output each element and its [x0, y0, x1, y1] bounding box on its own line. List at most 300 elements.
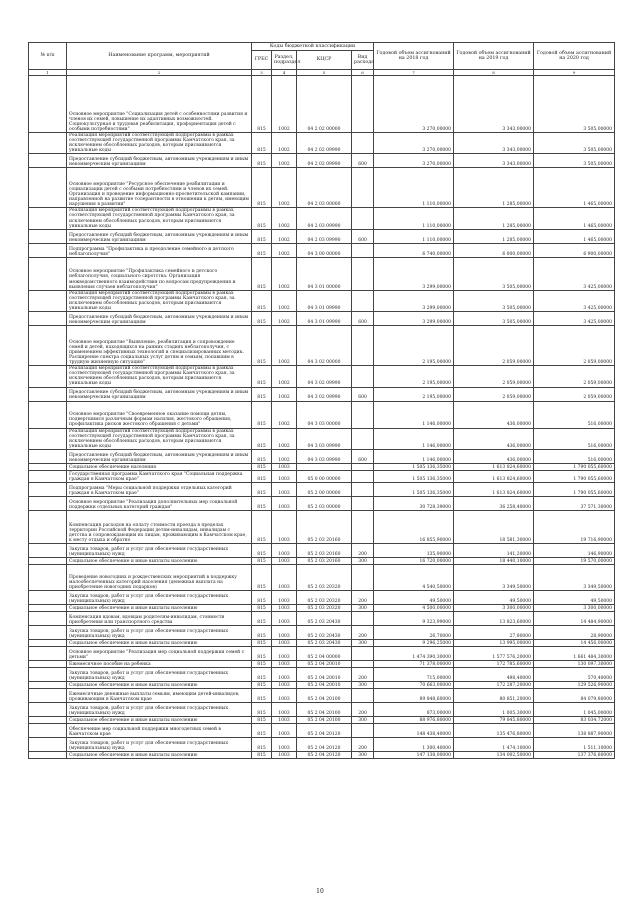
table-row — [29, 737, 615, 751]
row-section: 1003 — [272, 557, 297, 564]
row-section: 1003 — [272, 510, 297, 543]
row-number — [29, 737, 67, 751]
row-section: 1003 — [272, 702, 297, 716]
row-amount-2019: 13 823,60000 — [454, 611, 534, 625]
table-row — [29, 168, 615, 208]
row-csr — [297, 463, 352, 470]
row-section: 1002 — [272, 428, 297, 449]
row-amount-2019: 3 505,00000 — [454, 312, 534, 326]
row-amount-2019: 134 002,50000 — [454, 751, 534, 758]
row-grbs: 815 — [252, 646, 272, 660]
row-amount-2020: 1 790 055,60000 — [534, 463, 615, 470]
row-number — [29, 604, 67, 611]
row-name: Основное мероприятие "Реализация мер социальной поддержки семей с детьми" — [67, 646, 252, 660]
row-number — [29, 470, 67, 482]
row-number — [29, 463, 67, 470]
row-expense-type — [352, 611, 374, 625]
row-section: 1003 — [272, 470, 297, 482]
row-amount-2019: 141,20000 — [454, 543, 534, 557]
row-number — [29, 543, 67, 557]
row-expense-type: 200 — [352, 590, 374, 604]
row-grbs: 815 — [252, 667, 272, 681]
row-grbs: 815 — [252, 290, 272, 311]
row-number — [29, 76, 67, 133]
row-amount-2020: 1 790 055,60000 — [534, 482, 615, 496]
row-amount-2018: 2 195,00000 — [374, 387, 454, 401]
row-amount-2020: 14 456,00000 — [534, 639, 615, 646]
row-amount-2018: 30 728,39000 — [374, 496, 454, 510]
row-number — [29, 510, 67, 543]
row-name: Реализация мероприятий соответствующей подпрограммы в рамках соответствующей государственной программы Камчатского края, за исключением обособленных расходов, которым присваиваются уникальные коды — [67, 290, 252, 311]
row-amount-2020: 3 425,00000 — [534, 312, 615, 326]
row-number — [29, 716, 67, 723]
row-number — [29, 208, 67, 229]
row-number — [29, 751, 67, 758]
row-section: 1002 — [272, 133, 297, 154]
row-number — [29, 702, 67, 716]
row-csr: 04 2 02 09990 — [297, 154, 352, 168]
row-amount-2018: 71 378,00000 — [374, 660, 454, 667]
table-row — [29, 702, 615, 716]
row-number — [29, 449, 67, 463]
row-amount-2019: 3 505,00000 — [454, 257, 534, 290]
row-csr: 04 3 02 00000 — [297, 326, 352, 366]
row-amount-2019: 1 474,10000 — [454, 737, 534, 751]
row-grbs: 815 — [252, 449, 272, 463]
row-amount-2020: 2 059,00000 — [534, 366, 615, 387]
row-section: 1003 — [272, 625, 297, 639]
row-amount-2018: 2 195,00000 — [374, 326, 454, 366]
row-amount-2018: 89 848,60000 — [374, 688, 454, 702]
header-2019: Годовой объем ассигнований на 2019 год — [454, 43, 534, 70]
table-row — [29, 646, 615, 660]
row-grbs: 815 — [252, 625, 272, 639]
row-name: Основное мероприятие "Социализация детей с особенностями развития и членов их семей, повышение их адаптивных возможностей. Социокультурная и трудовая реабилитация, профориентация детей с особыми потребностями" — [67, 76, 252, 133]
row-amount-2018: 3 270,00000 — [374, 76, 454, 133]
row-amount-2018: 6 740,00000 — [374, 243, 454, 257]
row-section: 1002 — [272, 366, 297, 387]
row-amount-2018: 2 195,00000 — [374, 366, 454, 387]
row-amount-2020: 37 571,30000 — [534, 496, 615, 510]
row-grbs: 815 — [252, 463, 272, 470]
header-csr: КЦСР — [297, 51, 352, 70]
row-grbs: 815 — [252, 401, 272, 428]
row-grbs: 815 — [252, 496, 272, 510]
row-csr: 05 2 04 20120 — [297, 723, 352, 737]
row-csr: 04 3 02 09990 — [297, 387, 352, 401]
row-number — [29, 564, 67, 590]
row-grbs: 815 — [252, 428, 272, 449]
row-section: 1003 — [272, 737, 297, 751]
row-amount-2020: 137 376,80000 — [534, 751, 615, 758]
table-body — [29, 76, 615, 759]
row-section: 1002 — [272, 76, 297, 133]
row-csr: 05 2 03 20160 — [297, 543, 352, 557]
table-row — [29, 449, 615, 463]
row-amount-2018: 3 270,00000 — [374, 133, 454, 154]
table-row — [29, 723, 615, 737]
row-section: 1002 — [272, 449, 297, 463]
row-grbs: 815 — [252, 312, 272, 326]
row-expense-type — [352, 646, 374, 660]
row-expense-type — [352, 463, 374, 470]
row-number — [29, 723, 67, 737]
row-amount-2018: 1 146,00000 — [374, 401, 454, 428]
row-name: Закупка товаров, работ и услуг для обеспечения государственных (муниципальных) нужд — [67, 702, 252, 716]
row-number — [29, 667, 67, 681]
row-amount-2019: 79 845,80000 — [454, 716, 534, 723]
row-amount-2019: 2 059,00000 — [454, 366, 534, 387]
row-grbs: 815 — [252, 723, 272, 737]
row-amount-2020: 84 079,80000 — [534, 688, 615, 702]
row-section: 1003 — [272, 496, 297, 510]
table-row — [29, 660, 615, 667]
row-amount-2020: 3 505,00000 — [534, 133, 615, 154]
row-amount-2019: 436,00000 — [454, 401, 534, 428]
row-grbs: 815 — [252, 366, 272, 387]
row-section: 1003 — [272, 723, 297, 737]
row-expense-type — [352, 290, 374, 311]
row-amount-2019: 135 476,80000 — [454, 723, 534, 737]
row-csr: 05 2 04 20010 — [297, 681, 352, 688]
column-number: 1 — [29, 70, 67, 76]
row-expense-type — [352, 208, 374, 229]
row-name: Проведение новогодних и рождественских мероприятий в поддержку малообеспеченных категорий населения (денежная выплата на приобретение новогодних подарков) — [67, 564, 252, 590]
row-number — [29, 625, 67, 639]
row-amount-2020: 1 465,00000 — [534, 168, 615, 208]
row-csr: 05 2 03 20430 — [297, 611, 352, 625]
table-row — [29, 133, 615, 154]
row-csr: 05 2 04 20100 — [297, 702, 352, 716]
row-amount-2020: 1 661 484,30000 — [534, 646, 615, 660]
row-name: Социальное обеспечение населения — [67, 463, 252, 470]
row-grbs: 815 — [252, 716, 272, 723]
row-amount-2018: 3 270,00000 — [374, 154, 454, 168]
row-name: Закупка товаров, работ и услуг для обеспечения государственных (муниципальных) нужд — [67, 737, 252, 751]
row-section: 1003 — [272, 681, 297, 688]
row-section: 1002 — [272, 168, 297, 208]
row-amount-2019: 1 577 576,20000 — [454, 646, 534, 660]
row-csr: 04 3 01 00000 — [297, 257, 352, 290]
row-amount-2018: 1 110,00000 — [374, 229, 454, 243]
row-expense-type — [352, 257, 374, 290]
row-amount-2019: 3 505,00000 — [454, 290, 534, 311]
row-csr: 04 3 03 09990 — [297, 449, 352, 463]
row-name: Предоставление субсидий бюджетным, автономным учреждениям и иным некоммерческим организациям — [67, 154, 252, 168]
row-amount-2019: 1 613 824,60000 — [454, 463, 534, 470]
row-amount-2019: 36 258,40000 — [454, 496, 534, 510]
row-grbs: 815 — [252, 688, 272, 702]
row-section: 1002 — [272, 229, 297, 243]
row-amount-2018: 1 505 136,35000 — [374, 482, 454, 496]
row-csr: 04 3 02 09990 — [297, 366, 352, 387]
row-expense-type: 200 — [352, 543, 374, 557]
row-section: 1003 — [272, 639, 297, 646]
row-number — [29, 611, 67, 625]
row-section: 1002 — [272, 257, 297, 290]
row-expense-type — [352, 326, 374, 366]
table-row — [29, 387, 615, 401]
row-number — [29, 482, 67, 496]
row-name: Реализация мероприятий соответствующей подпрограммы в рамках соответствующей государственной программы Камчатского края, за исключением обособленных расходов, которым присваиваются уникальные коды — [67, 428, 252, 449]
table-row — [29, 496, 615, 510]
row-amount-2019: 1 613 824,60000 — [454, 470, 534, 482]
row-amount-2020: 1 045,00000 — [534, 702, 615, 716]
row-expense-type — [352, 723, 374, 737]
row-grbs: 815 — [252, 557, 272, 564]
row-name: Подпрограмма "Профилактика и преодоление семейного и детского неблагополучия" — [67, 243, 252, 257]
row-amount-2018: 1 146,00000 — [374, 428, 454, 449]
row-expense-type: 300 — [352, 639, 374, 646]
row-name: Закупка товаров, работ и услуг для обеспечения государственных (муниципальных) нужд — [67, 590, 252, 604]
header-number: № п/п — [29, 43, 67, 70]
row-amount-2018: 3 299,00000 — [374, 290, 454, 311]
row-csr: 05 2 04 20120 — [297, 751, 352, 758]
header-budget-codes: Коды бюджетной классификации — [252, 43, 374, 51]
row-grbs: 815 — [252, 737, 272, 751]
row-number — [29, 639, 67, 646]
row-name: Предоставление субсидий бюджетным, автономным учреждениям и иным некоммерческим организациям — [67, 312, 252, 326]
table-row — [29, 543, 615, 557]
row-amount-2018: 135,90000 — [374, 543, 454, 557]
row-number — [29, 688, 67, 702]
row-expense-type — [352, 688, 374, 702]
row-amount-2018: 147 138,00000 — [374, 751, 454, 758]
header-name: Наименование программ, мероприятий — [67, 43, 252, 70]
table-row — [29, 557, 615, 564]
column-number: 3 — [252, 70, 272, 76]
row-section: 1002 — [272, 243, 297, 257]
row-amount-2019: 6 000,00000 — [454, 243, 534, 257]
table-row — [29, 716, 615, 723]
row-expense-type — [352, 76, 374, 133]
row-grbs: 815 — [252, 243, 272, 257]
row-grbs: 815 — [252, 133, 272, 154]
row-amount-2020: 516,00000 — [534, 449, 615, 463]
row-number — [29, 428, 67, 449]
column-number: 6 — [352, 70, 374, 76]
table-row — [29, 463, 615, 470]
column-number: 2 — [67, 70, 252, 76]
table-row — [29, 257, 615, 290]
row-name: Компенсация расходов на оплату стоимости проезда в пределах территории Российской Федерации детям-инвалидам, инвалидам с детства и сопровождающим их лицам, проживающим в Камчатском крае, к месту отдыха и обратно — [67, 510, 252, 543]
row-csr: 05 2 04 00000 — [297, 646, 352, 660]
row-csr: 05 2 04 20100 — [297, 688, 352, 702]
row-amount-2018: 1 110,00000 — [374, 168, 454, 208]
row-expense-type: 200 — [352, 737, 374, 751]
row-grbs: 815 — [252, 639, 272, 646]
row-csr: 05 2 03 20320 — [297, 604, 352, 611]
row-amount-2019: 3 343,00000 — [454, 76, 534, 133]
row-name: Реализация мероприятий соответствующей подпрограммы в рамках соответствующей государственной программы Камчатского края, за исключением обособленных расходов, которым присваиваются уникальные коды — [67, 366, 252, 387]
row-csr: 04 2 02 09990 — [297, 133, 352, 154]
row-section: 1003 — [272, 463, 297, 470]
header-2020: Годовой объем ассигнований на 2020 год — [534, 43, 615, 70]
row-section: 1003 — [272, 660, 297, 667]
column-number: 5 — [297, 70, 352, 76]
table-row — [29, 208, 615, 229]
table-row — [29, 326, 615, 366]
row-section: 1003 — [272, 543, 297, 557]
row-csr: 04 3 03 09990 — [297, 428, 352, 449]
row-csr: 04 2 03 00000 — [297, 168, 352, 208]
row-name: Основное мероприятие "Реализация дополнительных мер социальной поддержки отдельных категорий граждан" — [67, 496, 252, 510]
row-amount-2019: 172 287,20000 — [454, 681, 534, 688]
row-number — [29, 243, 67, 257]
row-amount-2020: 129 526,90000 — [534, 681, 615, 688]
row-csr: 05 2 03 20320 — [297, 564, 352, 590]
row-amount-2020: 28,90000 — [534, 625, 615, 639]
row-grbs: 815 — [252, 470, 272, 482]
row-grbs: 815 — [252, 387, 272, 401]
row-csr: 05 2 04 20010 — [297, 667, 352, 681]
row-name: Реализация мероприятий соответствующей подпрограммы в рамках соответствующей государственной программы Камчатского края, за исключением обособленных расходов, которым присваиваются уникальные коды — [67, 133, 252, 154]
table-row — [29, 229, 615, 243]
row-expense-type: 600 — [352, 449, 374, 463]
table-row — [29, 611, 615, 625]
row-csr: 04 3 01 09990 — [297, 312, 352, 326]
row-expense-type — [352, 401, 374, 428]
row-amount-2020: 83 034,72000 — [534, 716, 615, 723]
row-grbs: 815 — [252, 660, 272, 667]
row-name: Предоставление субсидий бюджетным, автономным учреждениям и иным некоммерческим организациям — [67, 387, 252, 401]
row-grbs: 815 — [252, 76, 272, 133]
row-amount-2020: 146,90000 — [534, 543, 615, 557]
row-amount-2019: 49,50000 — [454, 590, 534, 604]
table-row — [29, 681, 615, 688]
row-amount-2020: 49,50000 — [534, 590, 615, 604]
row-number — [29, 133, 67, 154]
row-number — [29, 496, 67, 510]
table-row — [29, 625, 615, 639]
row-amount-2020: 130 097,30000 — [534, 660, 615, 667]
row-amount-2020: 19 570,00000 — [534, 557, 615, 564]
row-section: 1003 — [272, 564, 297, 590]
row-amount-2019: 436,00000 — [454, 449, 534, 463]
row-number — [29, 660, 67, 667]
row-expense-type: 200 — [352, 625, 374, 639]
row-number — [29, 257, 67, 290]
row-amount-2019: 18 440,10000 — [454, 557, 534, 564]
header-expense-type: Вид расхода — [352, 51, 374, 70]
row-section: 1002 — [272, 387, 297, 401]
row-amount-2019: 3 343,00000 — [454, 154, 534, 168]
row-expense-type — [352, 168, 374, 208]
row-expense-type: 300 — [352, 716, 374, 723]
row-amount-2019: 27,80000 — [454, 625, 534, 639]
row-expense-type — [352, 133, 374, 154]
row-section: 1003 — [272, 482, 297, 496]
row-amount-2018: 70 663,00000 — [374, 681, 454, 688]
row-grbs: 815 — [252, 257, 272, 290]
table-row — [29, 639, 615, 646]
row-name: Обеспечение мер социальной поддержки многодетных семей в Камчатском крае — [67, 723, 252, 737]
table-row — [29, 428, 615, 449]
row-section: 1002 — [272, 326, 297, 366]
row-csr: 04 2 03 09990 — [297, 208, 352, 229]
row-number — [29, 168, 67, 208]
row-grbs: 815 — [252, 751, 272, 758]
row-number — [29, 366, 67, 387]
row-expense-type — [352, 470, 374, 482]
row-grbs: 815 — [252, 168, 272, 208]
row-grbs: 815 — [252, 604, 272, 611]
row-name: Социальное обеспечение и иные выплаты населению — [67, 557, 252, 564]
row-number — [29, 312, 67, 326]
column-number: 4 — [272, 70, 297, 76]
row-amount-2020: 138 887,90000 — [534, 723, 615, 737]
row-name: Компенсация вдовам, вдовцам родителям-инвалидам, стоимости приобретения или транспортного средства — [67, 611, 252, 625]
row-expense-type: 200 — [352, 702, 374, 716]
row-amount-2018: 873,00000 — [374, 702, 454, 716]
row-amount-2018: 4 540,50000 — [374, 564, 454, 590]
row-section: 1002 — [272, 208, 297, 229]
row-number — [29, 557, 67, 564]
row-section: 1002 — [272, 154, 297, 168]
row-amount-2018: 49,50000 — [374, 590, 454, 604]
row-section: 1003 — [272, 604, 297, 611]
row-grbs: 815 — [252, 681, 272, 688]
row-amount-2019: 1 005,30000 — [454, 702, 534, 716]
column-number: 7 — [374, 70, 454, 76]
row-amount-2020: 570,40000 — [534, 667, 615, 681]
row-expense-type: 600 — [352, 154, 374, 168]
row-amount-2018: 3 299,00000 — [374, 312, 454, 326]
row-amount-2020: 3 505,00000 — [534, 154, 615, 168]
table-row — [29, 76, 615, 133]
row-amount-2019: 3 300,00000 — [454, 604, 534, 611]
table-row — [29, 667, 615, 681]
row-csr: 04 3 03 00000 — [297, 401, 352, 428]
row-section: 1003 — [272, 590, 297, 604]
row-csr: 04 2 03 09990 — [297, 229, 352, 243]
row-amount-2020: 1 465,00000 — [534, 229, 615, 243]
row-section: 1003 — [272, 646, 297, 660]
row-number — [29, 154, 67, 168]
row-amount-2019: 498,40000 — [454, 667, 534, 681]
row-csr: 05 2 03 20430 — [297, 625, 352, 639]
table-row — [29, 470, 615, 482]
row-expense-type: 300 — [352, 681, 374, 688]
row-amount-2018: 1 505 136,35000 — [374, 463, 454, 470]
row-amount-2020: 3 505,00000 — [534, 76, 615, 133]
row-amount-2020: 3 425,00000 — [534, 290, 615, 311]
header-grbs: ГРБС — [252, 51, 272, 70]
row-grbs: 815 — [252, 482, 272, 496]
row-grbs: 815 — [252, 564, 272, 590]
row-amount-2020: 3 425,00000 — [534, 257, 615, 290]
row-name: Основное мероприятие "Выявление, реабилитация и сопровождение семей и детей, находящихся на ранних стадиях неблагополучия, с применением эффективных технологий и специализированных методик. Расширение спектра социальных услуг детям и семьям, попавшим в трудную жизненную ситуацию" — [67, 326, 252, 366]
row-amount-2019: 3 349,50000 — [454, 564, 534, 590]
row-name: Закупка товаров, работ и услуг для обеспечения государственных (муниципальных) нужд — [67, 543, 252, 557]
row-amount-2018: 9 323,99000 — [374, 611, 454, 625]
row-name: Закупка товаров, работ и услуг для обеспечения государственных (муниципальных) нужд — [67, 667, 252, 681]
row-grbs: 815 — [252, 154, 272, 168]
row-name: Социальное обеспечение и иные выплаты населению — [67, 716, 252, 723]
row-amount-2019: 1 285,00000 — [454, 229, 534, 243]
row-name: Основное мероприятие "Своевременное оказание помощи детям, подвергшимся различным формам насилия, жестокого обращения, профилактика рисков жестокого обращения с детьми" — [67, 401, 252, 428]
row-csr: 04 3 00 00000 — [297, 243, 352, 257]
row-amount-2019: 1 285,00000 — [454, 208, 534, 229]
row-name: Предоставление субсидий бюджетным, автономным учреждениям и иным некоммерческим организациям — [67, 449, 252, 463]
row-amount-2019: 2 059,00000 — [454, 326, 534, 366]
row-amount-2018: 1 146,00000 — [374, 449, 454, 463]
row-amount-2020: 19 716,90000 — [534, 510, 615, 543]
table-row — [29, 590, 615, 604]
row-name: Предоставление субсидий бюджетным, автономным учреждениям и иным некоммерческим организациям — [67, 229, 252, 243]
row-section: 1003 — [272, 688, 297, 702]
row-name: Социальное обеспечение и иные выплаты населению — [67, 751, 252, 758]
